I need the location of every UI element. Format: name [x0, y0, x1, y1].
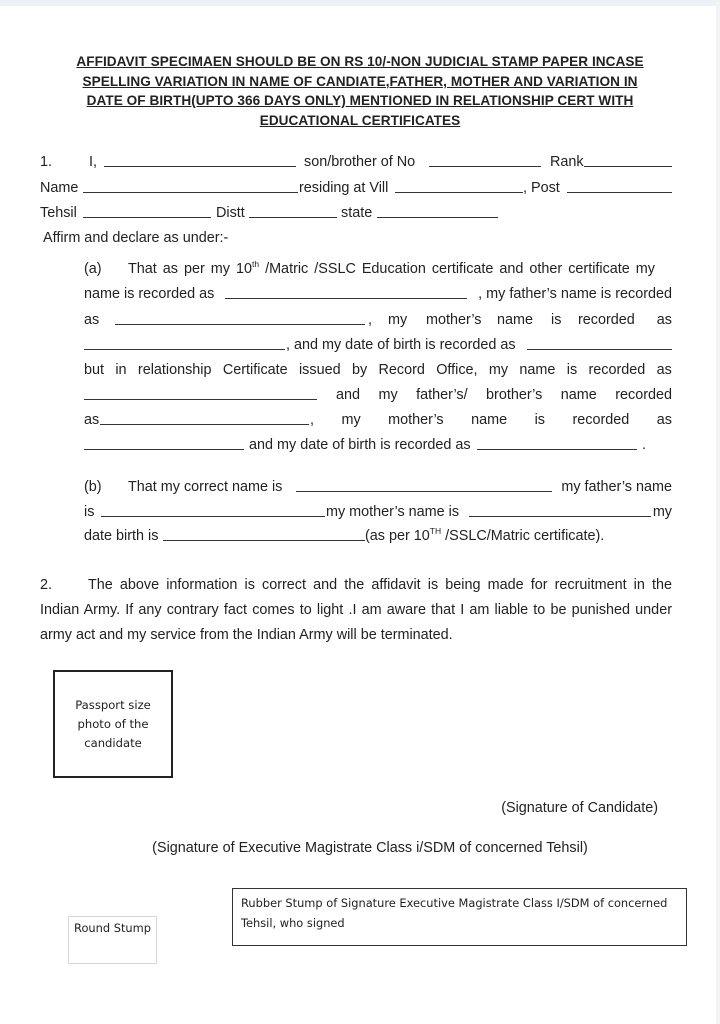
correct-father-label: my father’s name	[561, 479, 672, 495]
superscript-th: TH	[429, 526, 442, 536]
word: relationship	[137, 362, 212, 378]
title-line: EDUCATIONAL CERTIFICATES	[259, 112, 461, 128]
photo-box-line: Passport size	[75, 697, 151, 712]
correct-name-label: That my correct name is	[128, 479, 283, 495]
para-a-line1-text	[128, 260, 655, 278]
word: Record	[378, 362, 425, 378]
word: as	[656, 312, 672, 328]
relationship-mother-blank[interactable]	[84, 436, 244, 450]
word: recorded	[588, 362, 646, 378]
round-stump-label: Round Stump	[74, 921, 151, 935]
relationship-name-blank[interactable]	[84, 386, 317, 400]
word: Certificate	[222, 362, 288, 378]
candidate-name-blank[interactable]	[104, 153, 296, 167]
relationship-dob-label: and my date of birth is recorded as	[249, 437, 471, 453]
affirm-line: Affirm and declare as under:-	[43, 230, 229, 246]
para-a-line5-words	[84, 361, 672, 379]
round-stump-box[interactable]	[68, 916, 157, 964]
relationship-dob-blank[interactable]	[477, 436, 637, 450]
recorded-dob-blank[interactable]	[527, 336, 672, 350]
word: my	[341, 412, 361, 428]
word: is	[534, 412, 545, 428]
word: my	[388, 312, 408, 328]
word: as	[84, 312, 100, 328]
word: and	[336, 387, 361, 403]
word: my	[488, 362, 509, 378]
rubber-stump-box[interactable]	[232, 888, 687, 946]
word: recorded	[572, 412, 630, 428]
para1-number: 1.	[40, 154, 53, 170]
word: is	[566, 362, 578, 378]
superscript-th: th	[251, 259, 260, 269]
page-top-edge	[0, 0, 720, 6]
word: as	[84, 412, 100, 428]
signature-magistrate-label: (Signature of Executive Magistrate Class i/SDM of concerned Tehsil)	[152, 840, 588, 856]
post-blank[interactable]	[567, 179, 672, 193]
word: is	[84, 504, 95, 520]
para2-line3: army act and my service from the Indian Army will be terminated.	[40, 627, 453, 643]
title-line: SPELLING VARIATION IN NAME OF CANDIATE,FATHER, MOTHER AND VARIATION IN	[82, 73, 638, 89]
state-blank[interactable]	[377, 204, 498, 218]
word: recorded	[615, 387, 672, 403]
word: in	[115, 362, 127, 378]
para-a-line7-words	[310, 411, 672, 429]
word: but	[84, 362, 105, 378]
tehsil-label: Tehsil	[40, 205, 77, 221]
as-per-post: /SSLC/Matric certificate).	[441, 528, 605, 544]
word: ,	[310, 412, 314, 428]
para2-line1-text: The above information is correct and the affidavit is being made for recruitment in the	[88, 577, 672, 593]
word: as	[656, 412, 672, 428]
photo-box-line: photo of the	[77, 716, 149, 731]
para-a-line6-words	[336, 386, 672, 404]
correct-dob-label: date birth is	[84, 528, 159, 544]
photo-box-text	[75, 696, 151, 753]
word: name	[560, 387, 597, 403]
word: recorded	[578, 312, 635, 328]
title-line: AFFIDAVIT SPECIMAEN SHOULD BE ON RS 10/-NON JUDICIAL STAMP PAPER INCASE	[76, 54, 644, 69]
word: Office,	[436, 362, 478, 378]
word: name	[519, 362, 556, 378]
para-a-label: (a)	[84, 261, 102, 277]
para2-line2: Indian Army. If any contrary fact comes to light .I am aware that I am liable to be punished under	[40, 602, 672, 618]
recorded-father-blank[interactable]	[115, 311, 365, 325]
post-label: , Post	[523, 180, 560, 196]
recorded-mother-blank[interactable]	[84, 336, 285, 350]
number-blank[interactable]	[429, 153, 541, 167]
para-a-line5	[84, 361, 672, 379]
word: my	[378, 387, 398, 403]
correct-mother-blank[interactable]	[469, 503, 651, 517]
rubber-stump-line: Rubber Stump of Signature Executive Magistrate Class I/SDM of concerned	[241, 896, 668, 910]
word: father’s/	[416, 387, 468, 403]
dob-recorded-label: , and my date of birth is recorded as	[286, 337, 516, 353]
rubber-stump-line: Tehsil, who signed	[241, 916, 345, 930]
tehsil-blank[interactable]	[83, 204, 211, 218]
state-label: state	[341, 205, 373, 221]
affidavit-title	[40, 52, 680, 130]
para1-i-label: I,	[89, 154, 97, 170]
signature-candidate-label: (Signature of Candidate)	[501, 800, 658, 816]
name-label: Name	[40, 180, 79, 196]
word: issued	[298, 362, 341, 378]
correct-father-blank[interactable]	[101, 503, 325, 517]
correct-dob-blank[interactable]	[163, 527, 365, 541]
correct-name-blank[interactable]	[296, 478, 552, 492]
word: as	[656, 362, 672, 378]
recorded-name-blank[interactable]	[225, 285, 467, 299]
para2-number: 2.	[40, 577, 53, 593]
passport-photo-box[interactable]	[53, 670, 173, 778]
as-per-pre: (as per 10	[365, 528, 430, 544]
name-recorded-label: name is recorded as	[84, 286, 215, 302]
son-of-label: son/brother of No	[304, 154, 416, 170]
title-line: DATE OF BIRTH(UPTO 366 DAYS ONLY) MENTIONED IN RELATIONSHIP CERT WITH	[86, 93, 634, 108]
para-a-l1-pre: That as per my 10	[128, 261, 252, 277]
word: name	[471, 412, 508, 428]
rank-blank[interactable]	[584, 153, 672, 167]
word: is	[551, 312, 562, 328]
word: ,	[368, 312, 372, 328]
word: mother’s	[388, 412, 444, 428]
distt-blank[interactable]	[249, 204, 337, 218]
word: name	[497, 312, 533, 328]
word: brother’s	[486, 387, 543, 403]
photo-box-line: candidate	[84, 735, 142, 750]
rank-label: Rank	[550, 154, 584, 170]
as-per-note	[365, 527, 604, 545]
residing-label: residing at Vill	[299, 180, 389, 196]
relationship-father-blank[interactable]	[100, 411, 309, 425]
page-right-edge	[716, 0, 720, 1024]
correct-mother-label: my mother’s name is	[326, 504, 460, 520]
period: .	[642, 437, 646, 453]
para-a-l1-post: /Matric /SSLC Education certificate and other certificate my	[259, 261, 655, 277]
word: by	[351, 362, 368, 378]
name-blank[interactable]	[83, 179, 298, 193]
father-recorded-label: , my father’s name is recorded	[478, 286, 672, 302]
word: mother’s	[426, 312, 482, 328]
word: my	[652, 504, 672, 520]
para-b-label: (b)	[84, 479, 102, 495]
village-blank[interactable]	[395, 179, 523, 193]
distt-label: Distt	[216, 205, 245, 221]
